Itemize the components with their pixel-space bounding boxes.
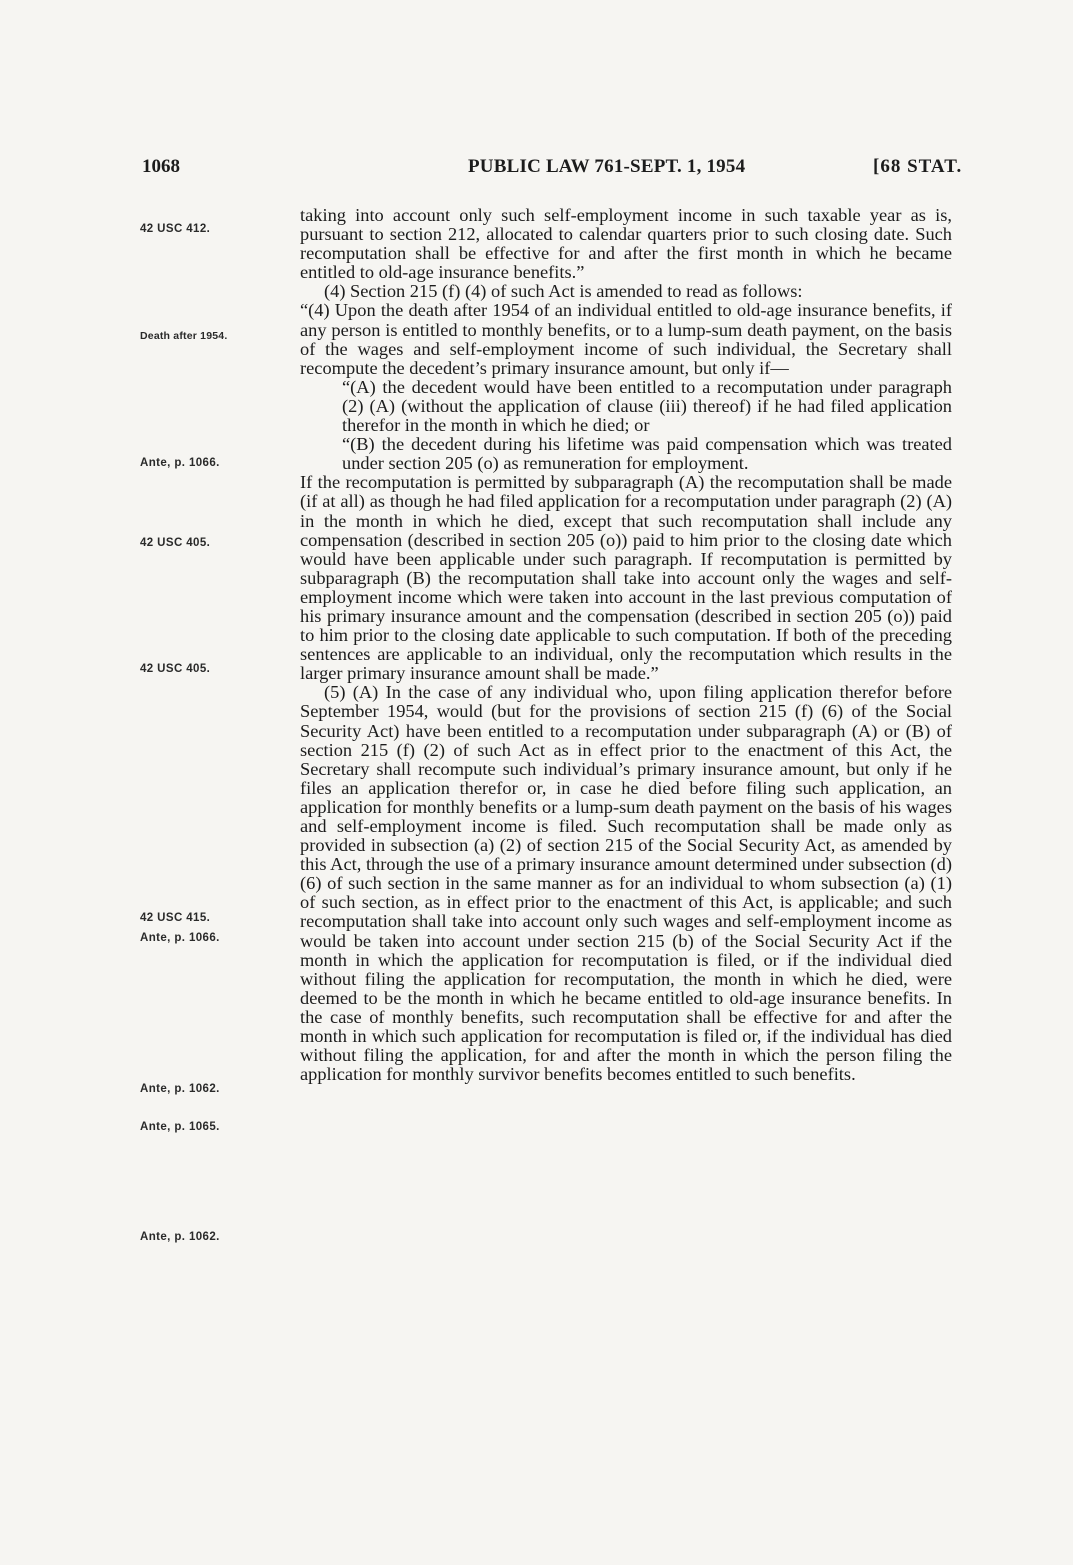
margin-note: Ante, p. 1066. <box>140 932 220 944</box>
margin-note: 42 USC 415. <box>140 912 211 924</box>
margin-note: 42 USC 412. <box>140 223 211 235</box>
margin-note: Ante, p. 1065. <box>140 1121 220 1133</box>
body-text <box>300 206 952 1084</box>
running-title: PUBLIC LAW 761-SEPT. 1, 1954 <box>468 156 746 177</box>
margin-note: 42 USC 405. <box>140 537 211 549</box>
paragraph: “(A) the decedent would have been entitled to a recomputation under paragraph (2) (A) (without the application of clause (iii) thereof) if he had filed application therefor in the month in which he died; or <box>342 376 952 436</box>
margin-note: Ante, p. 1066. <box>140 457 220 469</box>
paragraph: “(B) the decedent during his lifetime was paid compensation which was treated under section 205 (o) as remuneration for employment. <box>342 434 952 474</box>
page-header <box>0 156 1073 186</box>
paragraph: “(4) Upon the death after 1954 of an individual entitled to old-age insurance benefits, if any person is entitled to monthly benefits, or to a lump-sum death payment, on the basis of the wages and self-employment income of such individual, the Secretary shall recompute the decedent’s primary insurance amount, but only if— <box>300 300 952 378</box>
page-number: 1068 <box>142 156 180 177</box>
statute-reference: [68 STAT. <box>873 156 963 177</box>
paragraph: (4) Section 215 (f) (4) of such Act is amended to read as follows: <box>324 281 803 302</box>
margin-note: Ante, p. 1062. <box>140 1083 220 1095</box>
margin-note: Death after 1954. <box>140 330 228 342</box>
margin-note: Ante, p. 1062. <box>140 1231 220 1243</box>
paragraph: If the recomputation is permitted by subparagraph (A) the recomputation shall be made (if at all) as though he had filed application for a recomputation under paragraph (2) (A) in the month in which he died, except that such recomputation shall include any compensation (described in section 205 (o)) paid to him prior to the closing date which would have been applicable under such paragraph. If recomputation is permitted by subparagraph (B) the recomputation shall take into account only the wages and self-employment income which were taken into account in the last previous computation of his primary insurance amount and the compensation (described in section 205 (o)) paid to him prior to the closing date applicable to such computation. If both of the preceding sentences are applicable to an individual, only the recomputation which results in the larger primary insurance amount shall be made.” <box>300 472 952 684</box>
paragraph: (5) (A) In the case of any individual who, upon filing application therefor before September 1954, would (but for the provisions of section 215 (f) (6) of the Social Security Act) have been entitled to a recomputation under subparagraph (A) or (B) of section 215 (f) (2) of such Act as in effect prior to the enactment of this Act, the Secretary shall recompute such individual’s primary insurance amount, but only if he files an application therefor or, in case he died before filing such application, an application for monthly benefits or a lump-sum death payment on the basis of his wages and self-employment income is filed. Such recomputation shall be made only as provided in subsection (a) (2) of section 215 of the Social Security Act, as amended by this Act, through the use of a primary insurance amount determined under subsection (d) (6) of such section in the same manner as for an individual to whom subsection (a) (1) of such section, as in effect prior to the enactment of this Act, is applicable; and such recomputation shall take into account only such wages and self-employment income as would be taken into account under section 215 (b) of the Social Security Act if the month in which the application for recomputation is filed, or if the individual died without filing the application for recomputation, the month in which he died, were deemed to be the month in which he became entitled to old-age insurance benefits. In the case of monthly benefits, such recomputation shall be effective for and after the month in which such application for recomputation is filed or, if the individual has died without filing the application, for and after the month in which the person filing the application for monthly survivor benefits becomes entitled to such benefits. <box>300 682 952 1085</box>
margin-note: 42 USC 405. <box>140 663 211 675</box>
paragraph: taking into account only such self-employment income in such taxable year as is, pursuant to section 212, allocated to calendar quarters prior to such closing date. Such recomputation shall be effective for and after the first month in which he became entitled to old-age insurance benefits.” <box>300 205 952 283</box>
